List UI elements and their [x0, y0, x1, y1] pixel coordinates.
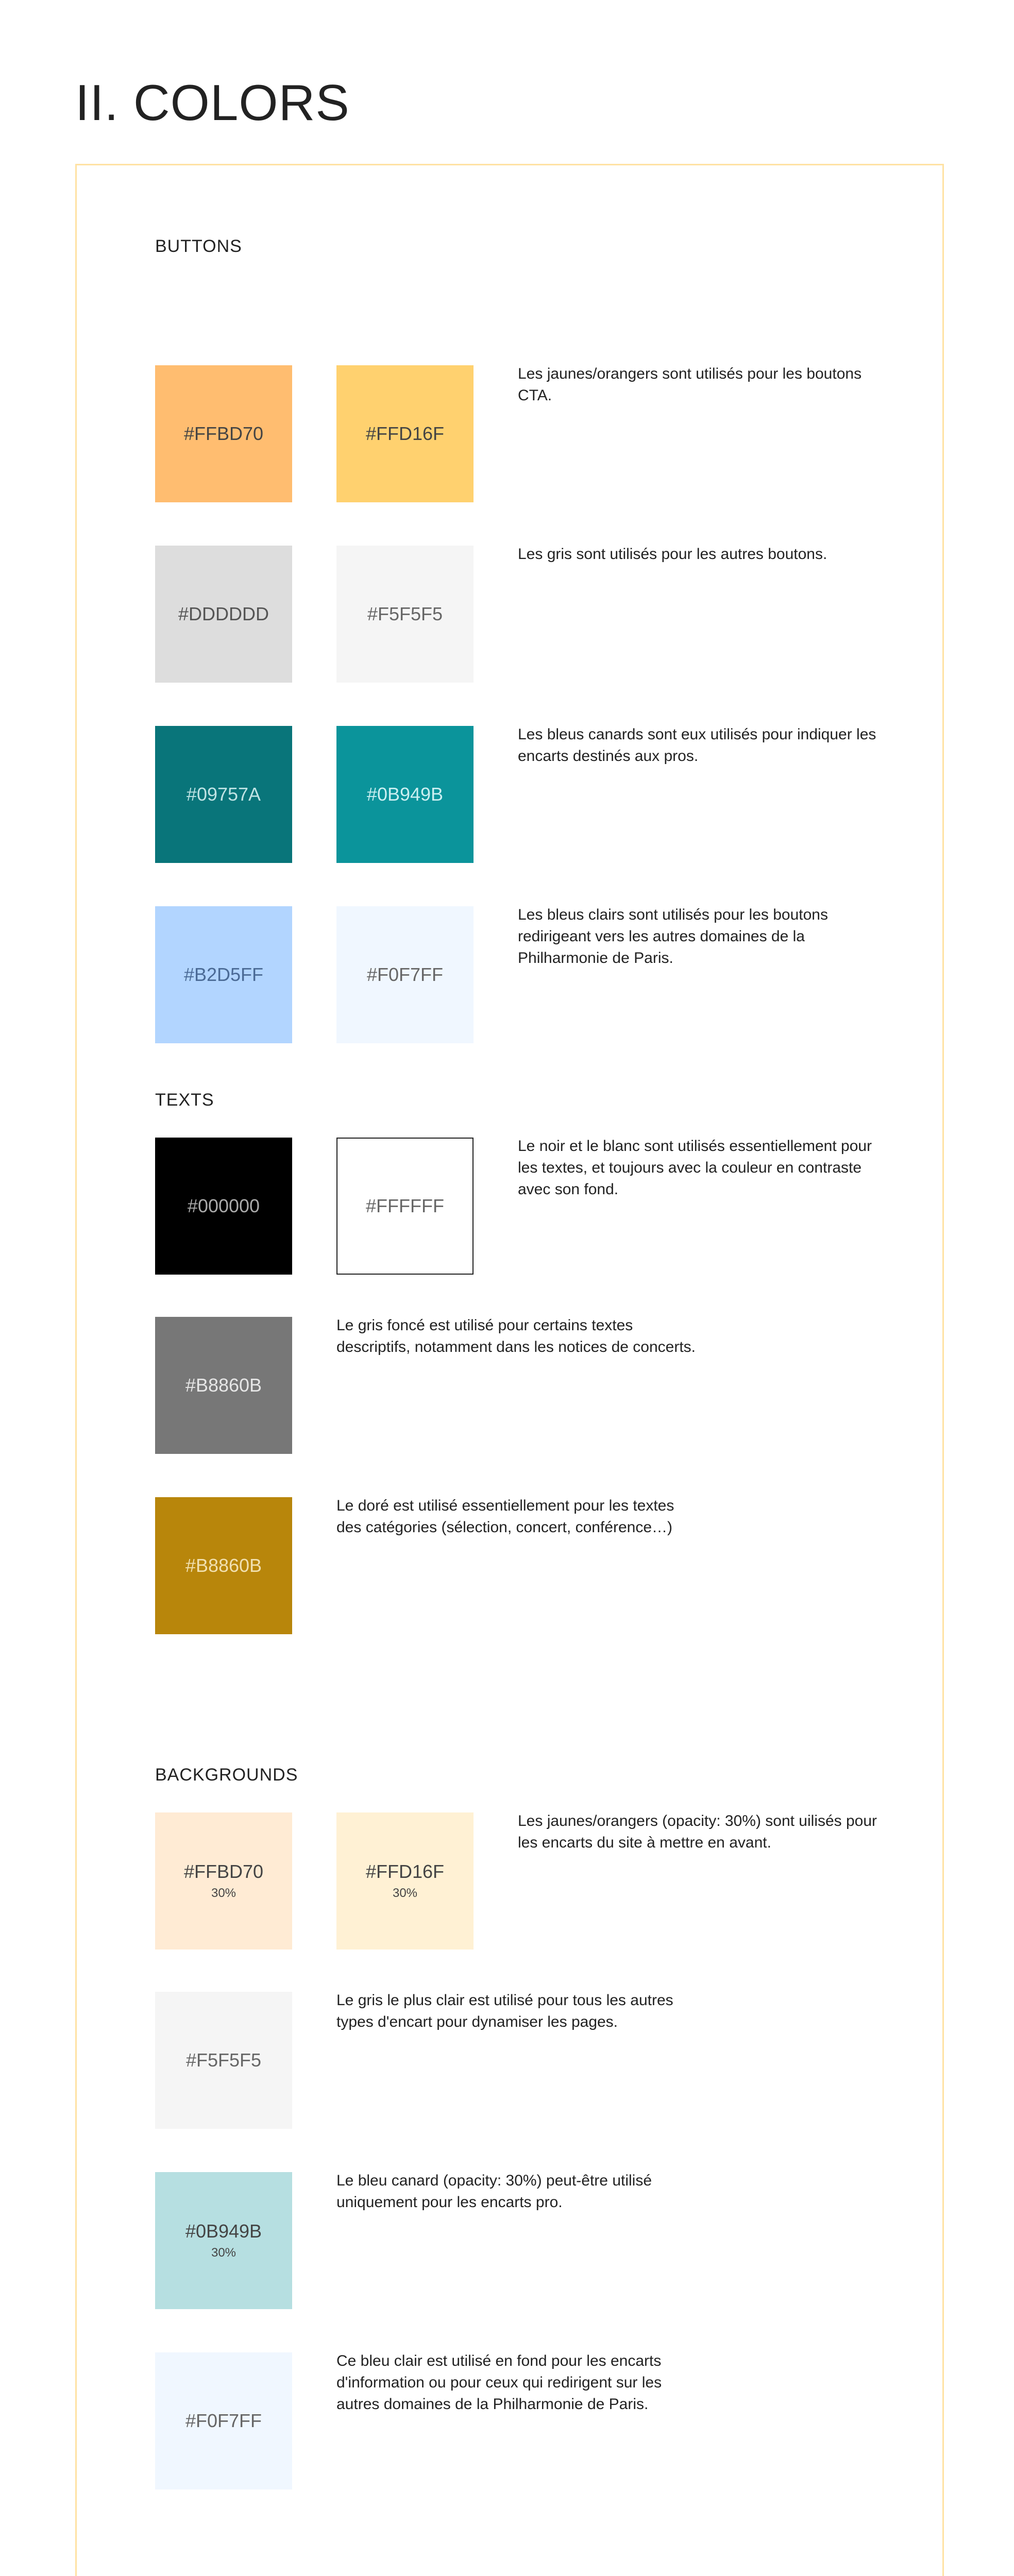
color-palette-frame: [75, 164, 944, 2576]
hex-code: #B8860B: [185, 1375, 262, 1396]
hex-code: #B2D5FF: [183, 964, 264, 986]
color-description: Les bleus clairs sont utilisés pour les boutons redirigeant vers les autres domaines de la Philharmonie de Paris.: [518, 906, 828, 967]
color-row: [155, 365, 876, 502]
color-row: [155, 1992, 876, 2129]
color-swatch: [155, 1812, 292, 1950]
page-title: II. COLORS: [75, 74, 350, 131]
color-swatch: [155, 2352, 292, 2489]
color-row: [155, 1138, 876, 1275]
opacity-label: 30%: [211, 2245, 236, 2260]
color-description: Le doré est utilisé essentiellement pour les textes des catégories (sélection, concert, conférence…): [336, 1497, 674, 1536]
color-description: Le noir et le blanc sont utilisés essentiellement pour les textes, et toujours avec la couleur en contraste avec son fond.: [518, 1138, 872, 1198]
hex-code: #F5F5F5: [367, 603, 443, 625]
color-row: [155, 726, 876, 863]
color-swatch: [336, 726, 474, 863]
hex-code: #DDDDDD: [178, 603, 269, 625]
color-swatch: [336, 1812, 474, 1950]
hex-code: #FFD16F: [365, 423, 445, 445]
color-description: Le bleu canard (opacity: 30%) peut-être utilisé uniquement pour les encarts pro.: [336, 2172, 652, 2211]
color-swatch: [155, 1317, 292, 1454]
hex-code: #FFD16F: [365, 1861, 445, 1883]
hex-code: #FFBD70: [183, 423, 264, 445]
color-swatch: [155, 1138, 292, 1275]
section-heading-backgrounds: BACKGROUNDS: [155, 1765, 298, 1785]
color-swatch: [155, 2172, 292, 2309]
color-row: [155, 1812, 876, 1950]
color-row: [155, 1317, 876, 1454]
color-description: Ce bleu clair est utilisé en fond pour les encarts d'information ou pour ceux qui redirigent sur les autres domaines de la Philharmonie de Paris.: [336, 2352, 662, 2413]
color-row: [155, 1497, 876, 1634]
hex-code: #F0F7FF: [366, 964, 444, 986]
color-swatch: [155, 1497, 292, 1634]
opacity-label: 30%: [392, 1886, 418, 1900]
color-description: Les jaunes/orangers (opacity: 30%) sont uilisés pour les encarts du site à mettre en avant.: [518, 1812, 877, 1851]
color-description: Le gris le plus clair est utilisé pour tous les autres types d'encart pour dynamiser les pages.: [336, 1992, 673, 2030]
color-description: Les bleus canards sont eux utilisés pour indiquer les encarts destinés aux pros.: [518, 726, 876, 765]
color-description: Les gris sont utilisés pour les autres boutons.: [518, 546, 827, 563]
hex-code: #0B949B: [366, 784, 444, 805]
hex-code: #B8860B: [185, 1555, 262, 1577]
color-description: Le gris foncé est utilisé pour certains textes descriptifs, notamment dans les notices de concerts.: [336, 1317, 696, 1355]
color-swatch: [155, 546, 292, 683]
color-swatch: [155, 365, 292, 502]
color-swatch: [336, 1138, 474, 1275]
color-swatch: [336, 546, 474, 683]
color-row: [155, 546, 876, 683]
color-row: [155, 2352, 876, 2489]
section-heading-buttons: BUTTONS: [155, 236, 242, 256]
opacity-label: 30%: [211, 1886, 236, 1900]
color-row: [155, 2172, 876, 2309]
hex-code: #F0F7FF: [185, 2410, 262, 2432]
hex-code: #F5F5F5: [185, 2049, 262, 2071]
hex-code: #FFFFFF: [366, 1195, 444, 1217]
hex-code: #000000: [187, 1195, 260, 1217]
hex-code: #0B949B: [185, 2221, 262, 2242]
color-swatch: [336, 365, 474, 502]
section-heading-texts: TEXTS: [155, 1090, 214, 1110]
color-description: Les jaunes/orangers sont utilisés pour les boutons CTA.: [518, 365, 862, 404]
hex-code: #FFBD70: [183, 1861, 264, 1883]
color-swatch: [155, 726, 292, 863]
color-row: [155, 906, 876, 1043]
hex-code: #09757A: [186, 784, 261, 805]
color-swatch: [336, 906, 474, 1043]
color-swatch: [155, 906, 292, 1043]
color-swatch: [155, 1992, 292, 2129]
